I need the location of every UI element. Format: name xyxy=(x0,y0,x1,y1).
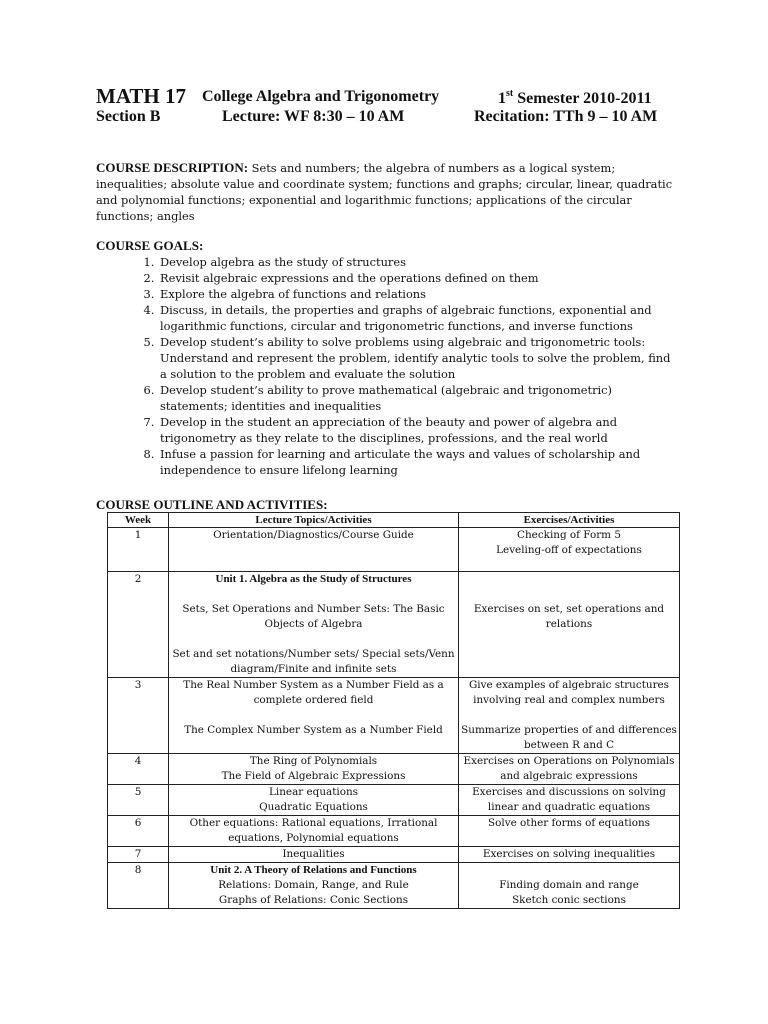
goal-item: 2. Revisit algebraic expressions and the operations defined on them xyxy=(158,270,678,286)
topics-cell xyxy=(169,572,459,678)
exercise-line: Sketch conic sections xyxy=(512,894,626,906)
exercise-line: Leveling-off of expectations xyxy=(496,544,642,556)
exercises-cell xyxy=(459,863,680,909)
unit-heading: Unit 2. A Theory of Relations and Functions xyxy=(210,864,417,876)
topic-line: The Field of Algebraic Expressions xyxy=(221,770,406,782)
course-title: College Algebra and Trigonometry xyxy=(202,88,440,105)
topics-cell xyxy=(169,863,459,909)
course-outline-table xyxy=(107,512,680,909)
table-row xyxy=(108,754,680,785)
week-cell: 4 xyxy=(108,754,169,785)
table-row xyxy=(108,847,680,863)
week-cell: 8 xyxy=(108,863,169,909)
lecture-schedule: Lecture: WF 8:30 – 10 AM xyxy=(222,108,405,125)
topic-line: Relations: Domain, Range, and Rule xyxy=(218,879,409,891)
table-row xyxy=(108,785,680,816)
semester-text: Semester 2010-2011 xyxy=(513,90,652,107)
week-cell: 2 xyxy=(108,572,169,678)
topic-line: The Real Number System as a Number Field as a complete ordered field xyxy=(183,679,444,706)
course-outline-title: COURSE OUTLINE AND ACTIVITIES: xyxy=(96,497,328,512)
topic-line: The Ring of Polynomials xyxy=(249,755,378,767)
exercises-cell xyxy=(459,678,680,754)
goal-item: 5. Develop student’s ability to solve problems using algebraic and trigonometric tools: Understand and represent the problem, identify analytic tools to solve the problem, find a solution to the problem and evaluate the solution xyxy=(158,334,678,382)
course-description-text: Sets and numbers; the algebra of numbers as a logical system; inequalities; absolute value and coordinate system; functions and graphs; circular, linear, quadratic and polynomial functions; exponential and logarithmic functions; applications of the circular functions; angles xyxy=(96,161,673,223)
table-row xyxy=(108,528,680,572)
exercises-cell: Solve other forms of equations xyxy=(459,816,680,847)
topic-line: Sets, Set Operations and Number Sets: The Basic Objects of Algebra xyxy=(182,603,445,630)
goal-item: 1. Develop algebra as the study of structures xyxy=(158,254,678,270)
week-cell: 3 xyxy=(108,678,169,754)
course-description-label: COURSE DESCRIPTION: xyxy=(96,160,249,175)
course-goals-title: COURSE GOALS: xyxy=(96,238,204,253)
table-row xyxy=(108,678,680,754)
topic-line: Quadratic Equations xyxy=(259,801,368,813)
topic-line: Set and set notations/Number sets/ Special sets/Venn diagram/Finite and infinite sets xyxy=(172,648,455,675)
exercises-cell xyxy=(459,528,680,572)
goal-item: 4. Discuss, in details, the properties and graphs of algebraic functions, exponential and logarithmic functions, circular and trigonometric functions, and inverse functions xyxy=(158,302,678,334)
table-row xyxy=(108,816,680,847)
goal-item: 6. Develop student’s ability to prove mathematical (algebraic and trigonometric) statements; identities and inequalities xyxy=(158,382,678,414)
exercises-cell: Exercises on solving inequalities xyxy=(459,847,680,863)
topics-cell xyxy=(169,754,459,785)
exercise-line: Give examples of algebraic structures involving real and complex numbers xyxy=(468,679,670,706)
exercises-cell: Exercises and discussions on solving linear and quadratic equations xyxy=(459,785,680,816)
course-goals-list xyxy=(96,254,678,478)
semester xyxy=(498,88,652,108)
topic-line: Linear equations xyxy=(269,786,358,798)
recitation-schedule: Recitation: TTh 9 – 10 AM xyxy=(474,108,658,125)
table-row xyxy=(108,863,680,909)
exercise-line: Finding domain and range xyxy=(499,879,639,891)
course-description xyxy=(96,160,676,224)
week-cell: 5 xyxy=(108,785,169,816)
table-header-row xyxy=(108,513,680,528)
topics-cell xyxy=(169,528,459,572)
topic-line: The Complex Number System as a Number Field xyxy=(184,724,443,736)
goal-item: 3. Explore the algebra of functions and relations xyxy=(158,286,678,302)
semester-ordinal: 1 xyxy=(498,90,506,107)
column-header-topics: Lecture Topics/Activities xyxy=(169,513,459,528)
unit-heading: Unit 1. Algebra as the Study of Structures xyxy=(215,573,412,585)
exercises-cell: Exercises on Operations on Polynomials and algebraic expressions xyxy=(459,754,680,785)
goal-item: 7. Develop in the student an appreciation of the beauty and power of algebra and trigonometry as they relate to the disciplines, professions, and the real world xyxy=(158,414,678,446)
week-cell: 6 xyxy=(108,816,169,847)
exercise-line: Summarize properties of and differences between R and C xyxy=(461,724,677,751)
week-cell: 1 xyxy=(108,528,169,572)
exercises-cell xyxy=(459,572,680,678)
column-header-exercises: Exercises/Activities xyxy=(459,513,680,528)
section-label: Section B xyxy=(96,108,161,125)
semester-suffix: st xyxy=(506,88,514,99)
topics-cell: Inequalities xyxy=(169,847,459,863)
topic-line: Graphs of Relations: Conic Sections xyxy=(218,894,409,906)
goal-item: 8. Infuse a passion for learning and articulate the ways and values of scholarship and independence to ensure lifelong learning xyxy=(158,446,678,478)
week-cell: 7 xyxy=(108,847,169,863)
column-header-week: Week xyxy=(108,513,169,528)
topics-cell xyxy=(169,678,459,754)
table-row xyxy=(108,572,680,678)
exercise-line: Checking of Form 5 xyxy=(517,529,621,541)
exercise-line: Exercises on set, set operations and relations xyxy=(473,603,665,630)
course-code: MATH 17 xyxy=(96,84,187,108)
topics-cell: Other equations: Rational equations, Irrational equations, Polynomial equations xyxy=(169,816,459,847)
topics-cell xyxy=(169,785,459,816)
topic-line: Orientation/Diagnostics/Course Guide xyxy=(213,529,414,541)
